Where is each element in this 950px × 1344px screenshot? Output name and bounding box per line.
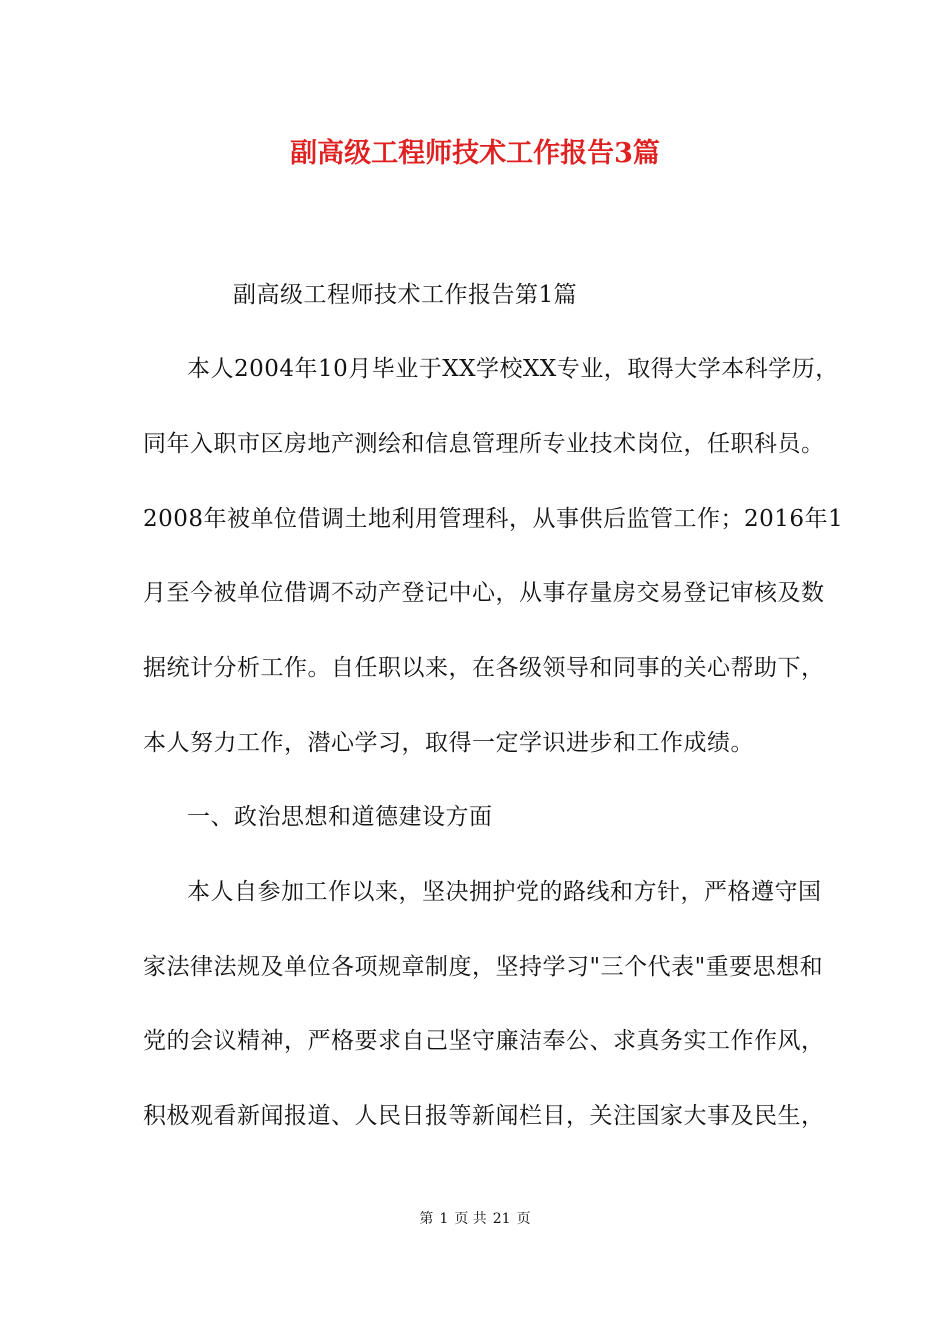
section-heading: 一、政治思想和道德建设方面 bbox=[187, 804, 493, 830]
total-pages-number: 21 bbox=[492, 1211, 511, 1227]
paragraph-line: 月至今被单位借调不动产登记中心，从事存量房交易登记审核及数 bbox=[143, 580, 825, 606]
paragraph-line: 本人自参加工作以来，坚决拥护党的路线和方针，严格遵守国 bbox=[187, 879, 822, 905]
section-heading: 副高级工程师技术工作报告第1篇 bbox=[233, 282, 578, 308]
paragraph-line: 党的会议精神，严格要求自己坚守廉洁奉公、求真务实工作作风， bbox=[143, 1028, 825, 1054]
paragraph-line: 2008年被单位借调土地利用管理科，从事供后监管工作；2016年1 bbox=[143, 506, 844, 532]
paragraph-line: 本人2004年10月毕业于XX学校XX专业，取得大学本科学历， bbox=[187, 356, 839, 382]
footer-suffix: 页 bbox=[516, 1211, 531, 1227]
document-title: 副高级工程师技术工作报告3篇 bbox=[290, 138, 660, 169]
page-footer bbox=[0, 1210, 950, 1228]
current-page-number: 1 bbox=[439, 1211, 449, 1227]
paragraph-line: 积极观看新闻报道、人民日报等新闻栏目，关注国家大事及民生， bbox=[143, 1103, 825, 1129]
paragraph-line: 家法律法规及单位各项规章制度，坚持学习"三个代表"重要思想和 bbox=[143, 954, 824, 980]
paragraph-line: 本人努力工作，潜心学习，取得一定学识进步和工作成绩。 bbox=[143, 730, 754, 756]
paragraph-line: 同年入职市区房地产测绘和信息管理所专业技术岗位，任职科员。 bbox=[143, 431, 825, 457]
paragraph-line: 据统计分析工作。自任职以来，在各级领导和同事的关心帮助下， bbox=[143, 655, 825, 681]
footer-mid: 页 共 bbox=[454, 1211, 487, 1227]
footer-prefix: 第 bbox=[419, 1211, 434, 1227]
